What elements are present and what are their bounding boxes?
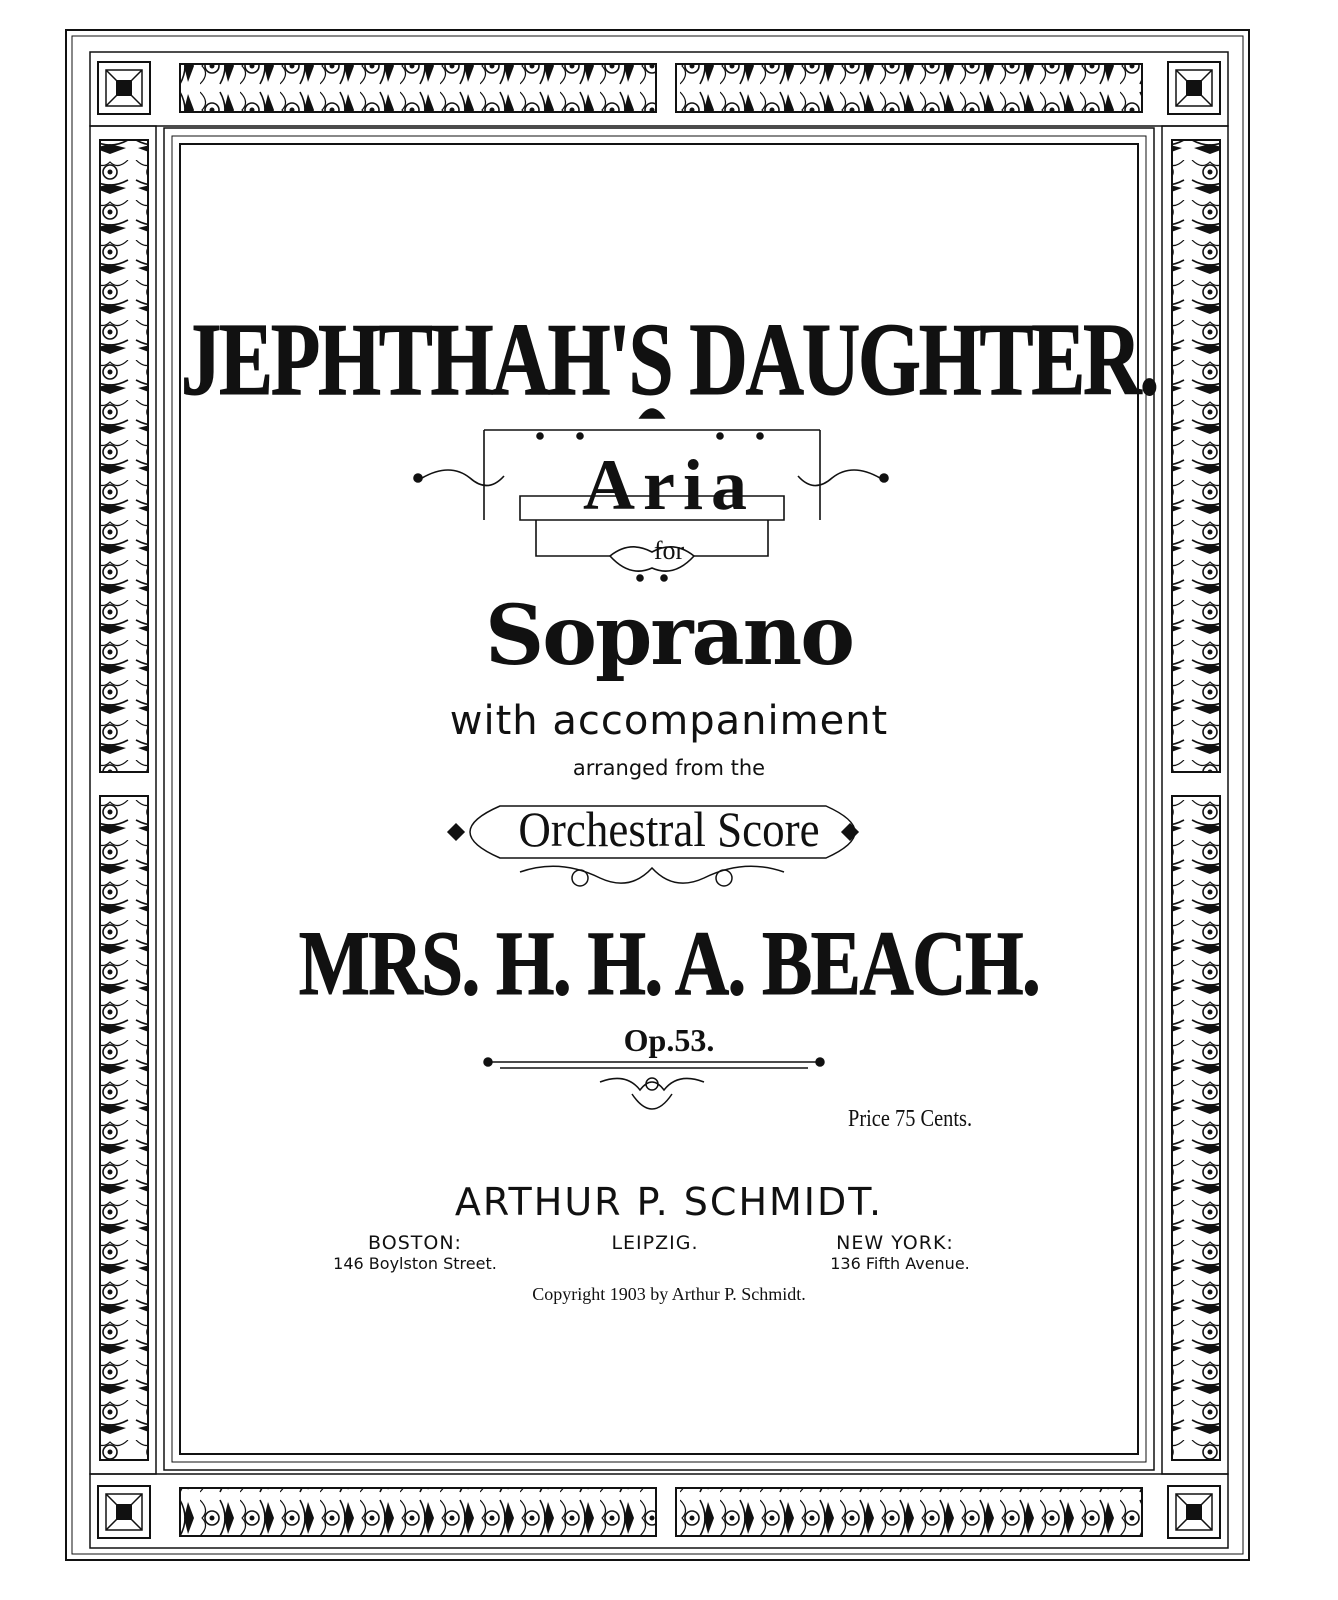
aria-label: Aria	[583, 445, 755, 525]
accompaniment-label: with accompaniment	[449, 698, 889, 744]
city-boston: BOSTON:	[368, 1232, 462, 1254]
corner-ornament-bottom-left	[98, 1486, 150, 1538]
title: JEPHTHAH'S DAUGHTER.	[180, 302, 1158, 417]
for-label: for	[653, 536, 685, 565]
corner-ornament-top-left	[98, 62, 150, 114]
corner-ornament-top-right	[1168, 62, 1220, 114]
city-new-york: NEW YORK:	[836, 1232, 954, 1254]
corner-ornament-bottom-right	[1168, 1486, 1220, 1538]
address-boston: 146 Boylston Street.	[333, 1254, 497, 1273]
copyright-notice: Copyright 1903 by Arthur P. Schmidt.	[532, 1284, 806, 1304]
composer-name: MRS. H. H. A. BEACH.	[298, 912, 1040, 1014]
publisher-name: ARTHUR P. SCHMIDT.	[454, 1180, 884, 1224]
city-leipzig: LEIPZIG.	[611, 1232, 699, 1254]
address-new-york: 136 Fifth Avenue.	[830, 1254, 970, 1273]
opus-number: Op.53.	[623, 1022, 715, 1058]
source-label: Orchestral Score	[518, 801, 820, 857]
price-label: Price 75 Cents.	[848, 1106, 973, 1132]
arranged-label: arranged from the	[572, 756, 766, 780]
voice-label: Soprano	[485, 588, 853, 684]
